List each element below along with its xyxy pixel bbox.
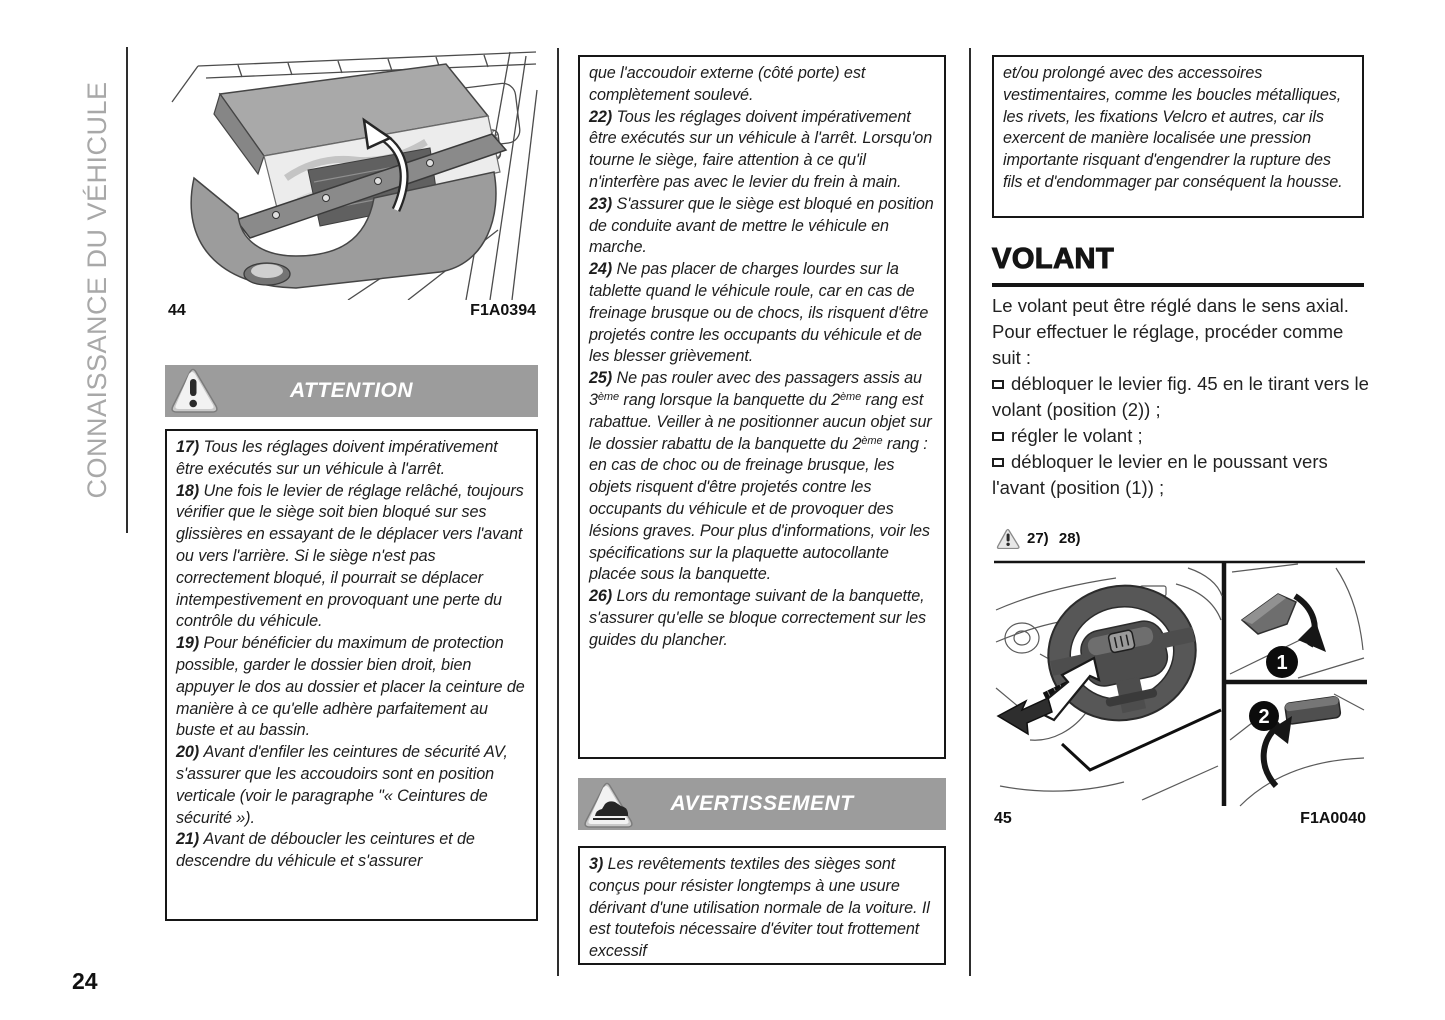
paragraph-number: 23) — [589, 194, 617, 213]
paragraph: 21) Avant de déboucler les ceintures et de descendre du véhicule et s'assurer — [176, 830, 475, 871]
paragraph-number: 20) — [176, 743, 204, 762]
paragraph-number: 21) — [176, 830, 204, 849]
square-bullet-icon — [992, 432, 1004, 441]
sidebar-rule — [126, 47, 128, 533]
paragraph: Le volant peut être réglé dans le sens axial. — [992, 295, 1349, 316]
bullet-item: débloquer le levier en le poussant vers l'avant (position (1)) ; — [992, 451, 1328, 498]
paragraph: 25) Ne pas rouler avec des passagers assis au 3ème rang lorsque la banquette du 2ème rang est rabattue. Veiller à ne positionner aucun objet sur le dossier rabattu de la banquette du 2ème rang : en cas de choc ou de freinage brusque, les objets risquent d'être projetés contre les occupants du véhicule et de provoquer des lésions graves. Pour plus d'informations, voir les spécifications sur la plaquette autocollante placée sous la banquette. — [589, 369, 932, 584]
paragraph-number: 26) — [589, 587, 617, 606]
callout-1-number: 1 — [1276, 652, 1288, 674]
callout-2-number: 2 — [1258, 706, 1270, 728]
figure-number: 45 — [994, 810, 1012, 827]
paragraph: et/ou prolongé avec des accessoires vestimentaires, comme les boucles métalliques, les rivets, les fixations Velcro et autres, car ils exercent de manière localisée une pression importante risquant d'engendrer la rupture des fils et d'endommager par conséquent la housse. — [1003, 64, 1343, 191]
bullet-item: régler le volant ; — [992, 423, 1374, 449]
paragraph-number: 25) — [589, 369, 617, 388]
paragraph-number: 22) — [589, 107, 617, 126]
paragraph: 26) Lors du remontage suivant de la banquette, s'assurer qu'elle se bloque correctement sur les guides du plancher. — [589, 587, 926, 649]
chapter-vertical-label: CONNAISSANCE DU VÉHICULE — [82, 81, 112, 499]
paragraph-number: 24) — [589, 260, 617, 279]
paragraph: 19) Pour bénéficier du maximum de protection possible, garder le dossier bien droit, bien appuyer le dos au dossier et placer la ceinture de manière à ce qu'elle adhère parfaitement au buste et au bassin. — [176, 634, 525, 740]
paragraph: 23) S'assurer que le siège est bloqué en position de conduite avant de mettre le véhicule en marche. — [589, 194, 934, 257]
paragraph-number: 19) — [176, 634, 204, 653]
warning-reference-line — [996, 528, 1081, 549]
paragraph: 22) Tous les réglages doivent impérativement être exécutés sur un véhicule à l'arrêt. Lorsqu'on tourne le siège, faire attention à ce qu'il n'interfère pas avec le levier du frein à main. — [589, 107, 933, 191]
figure-44 — [168, 50, 538, 305]
paragraph-number: 3) — [589, 855, 608, 873]
seat-folding-illustration-icon — [168, 50, 538, 300]
warning-text-box-3 — [578, 846, 946, 965]
figure-code: F1A0394 — [470, 302, 536, 319]
square-bullet-icon — [992, 380, 1004, 389]
warning-text-box-22-26 — [578, 55, 946, 759]
warning-text-box-17-21 — [165, 429, 538, 921]
small-warning-triangle-icon — [996, 528, 1020, 549]
avertissement-title: AVERTISSEMENT — [670, 792, 854, 815]
figure-number: 44 — [168, 302, 186, 319]
paragraph: 17) Tous les réglages doivent impérativement être exécutés sur un véhicule à l'arrêt. — [176, 438, 498, 478]
column-divider — [557, 48, 559, 976]
figure-45-caption — [994, 810, 1366, 828]
paragraph: 20) Avant d'enfiler les ceintures de sécurité AV, s'assurer que les accoudoirs sont en position verticale (voir le paragraphe "« Ceintures de sécurité »). — [176, 743, 508, 827]
attention-title: ATTENTION — [289, 379, 414, 402]
paragraph: 24) Ne pas placer de charges lourdes sur la tablette quand le véhicule roule, car en cas de freinage brusque ou de chocs, ils risquent d'être projetés contre les occupants du véhicule et de les blesser grièvement. — [589, 260, 929, 366]
figure-code: F1A0040 — [1300, 810, 1366, 827]
volant-body — [992, 293, 1374, 501]
column-divider — [969, 48, 971, 976]
paragraph-number: 17) — [176, 438, 204, 456]
section-title: VOLANT — [992, 243, 1115, 275]
paragraph: 18) Une fois le levier de réglage relâché, toujours vérifier que le siège soit bien bloqué sur ses glissières en essayant de le déplacer vers l'avant ou vers l'arrière. Si le siège n'est pas correctement bloqué, il pourrait se déplacer intempestivement en provoquant une perte du contrôle du véhicule. — [176, 481, 524, 631]
paragraph: Pour effectuer le réglage, procéder comme suit : — [992, 321, 1344, 368]
volant-intro — [992, 293, 1374, 371]
reference-numbers: 27) 28) — [1027, 530, 1081, 547]
bullet-item: débloquer le levier fig. 45 en le tirant vers le volant (position (2)) ; — [992, 373, 1369, 420]
steering-wheel-adjust-illustration-icon — [992, 558, 1367, 810]
volant-steps — [992, 371, 1374, 501]
figure-45 — [992, 558, 1367, 815]
page-number: 24 — [72, 968, 98, 994]
avertissement-header-bar — [578, 778, 946, 830]
square-bullet-icon — [992, 458, 1004, 467]
attention-header-bar — [165, 365, 538, 417]
paragraph-number: 18) — [176, 481, 204, 500]
paragraph: 3) Les revêtements textiles des sièges sont conçus pour résister longtemps à une usure dérivant d'une utilisation normale de la voiture. Il est toutefois nécessaire d'éviter tout frottement excessif — [589, 855, 930, 961]
warning-text-box-continuation — [992, 55, 1364, 218]
paragraph: que l'accoudoir externe (côté porte) est complètement soulevé. — [589, 64, 866, 104]
figure-44-caption — [168, 302, 536, 320]
section-title-rule — [992, 283, 1364, 287]
